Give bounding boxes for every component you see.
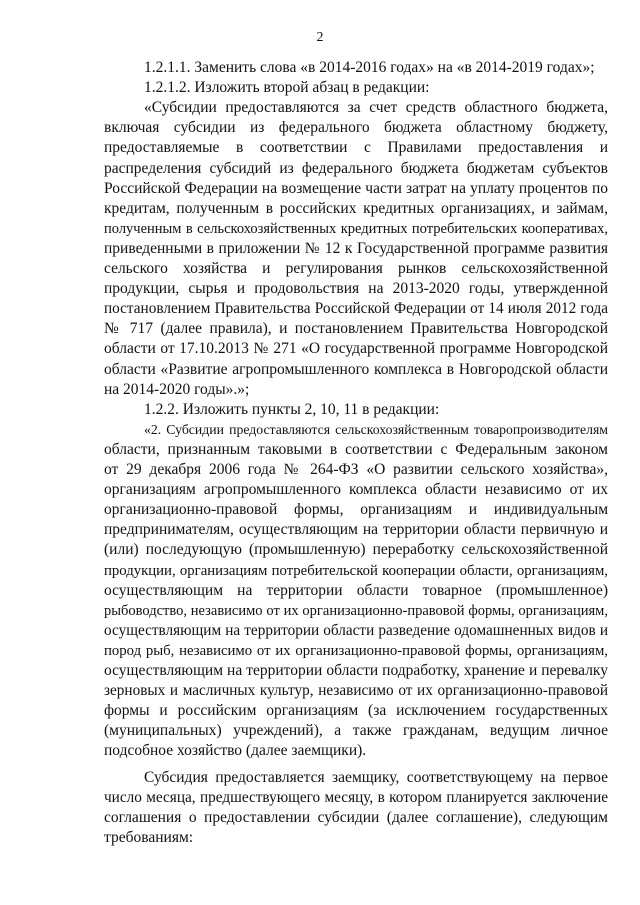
- text-line: организационно-правовой формы, организациям и индивидуальным: [104, 501, 608, 519]
- text-line: (или) последующую (промышленную) переработку сельскохозяйственной: [104, 541, 608, 559]
- text-line: предоставляемые в соответствии с Правилами предоставления и: [104, 139, 608, 157]
- text-line: области, признанным таковыми в соответствии с Федеральным законом: [104, 440, 608, 458]
- text-line: Российской Федерации на возмещение части затрат на уплату процентов по: [104, 179, 608, 197]
- text-line: число месяца, предшествующего месяцу, в котором планируется заключение: [104, 788, 608, 806]
- text-line: подсобное хозяйство (далее заемщики).: [104, 742, 367, 760]
- text-line: полученным в сельскохозяйственных кредитных потребительских кооперативах,: [104, 220, 608, 237]
- text-line: (муниципальных) учреждений), а также гражданам, ведущим личное: [104, 722, 608, 740]
- text-line: Субсидия предоставляется заемщику, соответствующему на первое: [144, 768, 608, 786]
- page-number: 2: [316, 30, 324, 45]
- text-line: кредитам, полученным в российских кредитных организациях, и займам,: [104, 199, 608, 217]
- text-line: 1.2.1.1. Заменить слова «в 2014-2016 годах» на «в 2014-2019 годах»;: [144, 59, 595, 76]
- text-line: организациям агропромышленного комплекса области независимо от их: [104, 481, 608, 499]
- text-line: области «Развитие агропромышленного комплекса в Новгородской области: [104, 360, 608, 378]
- text-line: распределения субсидий из федерального бюджета бюджетам субъектов: [104, 159, 608, 177]
- text-line: 1.2.2. Изложить пункты 2, 10, 11 в редакции:: [144, 400, 440, 418]
- text-line: осуществляющим на территории области разведение одомашненных видов и: [104, 621, 608, 639]
- text-line: «2. Субсидии предоставляются сельскохозяйственным товаропроизводителям: [144, 421, 608, 437]
- text-line: требованиям:: [104, 828, 194, 846]
- text-line: № 717 (далее правила), и постановлением Правительства Новгородской: [104, 320, 608, 338]
- text-line: постановлением Правительства Российской Федерации от 14 июля 2012 года: [104, 300, 608, 318]
- text-line: области от 17.10.2013 № 271 «О государственной программе Новгородской: [104, 340, 608, 358]
- text-line: сельского хозяйства и регулирования рынков сельскохозяйственной: [104, 260, 608, 277]
- text-line: приведенными в приложении № 12 к Государственной программе развития: [104, 239, 608, 257]
- text-line: зерновых и масличных культур, независимо от их организационно-правовой: [104, 682, 608, 700]
- text-line: осуществляющим на территории области подработку, хранение и перевалку: [104, 662, 608, 679]
- text-line: продукции, сырья и продовольствия на 2013-2020 годы, утвержденной: [104, 280, 608, 298]
- text-line: от 29 декабря 2006 года № 264-ФЗ «О развитии сельского хозяйства»,: [104, 461, 608, 478]
- text-line: предпринимателям, осуществляющим на территории области первичную и: [104, 521, 608, 539]
- text-line: рыбоводство, независимо от их организационно-правовой формы, организациям,: [104, 602, 608, 619]
- text-line: формы и российским организациям (за исключением государственных: [104, 702, 608, 720]
- text-line: соглашения о предоставлении субсидии (далее соглашение), следующим: [104, 808, 608, 826]
- text-line: 1.2.1.2. Изложить второй абзац в редакции:: [144, 79, 430, 97]
- text-line: включая субсидии из федерального бюджета областному бюджету,: [104, 119, 608, 137]
- text-line: на 2014-2020 годы».»;: [104, 380, 250, 398]
- text-line: продукции, организациям потребительской кооперации области, организациям,: [104, 562, 608, 579]
- text-line: пород рыб, независимо от их организационно-правовой формы, организациям,: [104, 642, 608, 659]
- text-line: «Субсидии предоставляются за счет средств областного бюджета,: [144, 99, 608, 117]
- text-line: осуществляющим на территории области товарное (промышленное): [104, 581, 608, 599]
